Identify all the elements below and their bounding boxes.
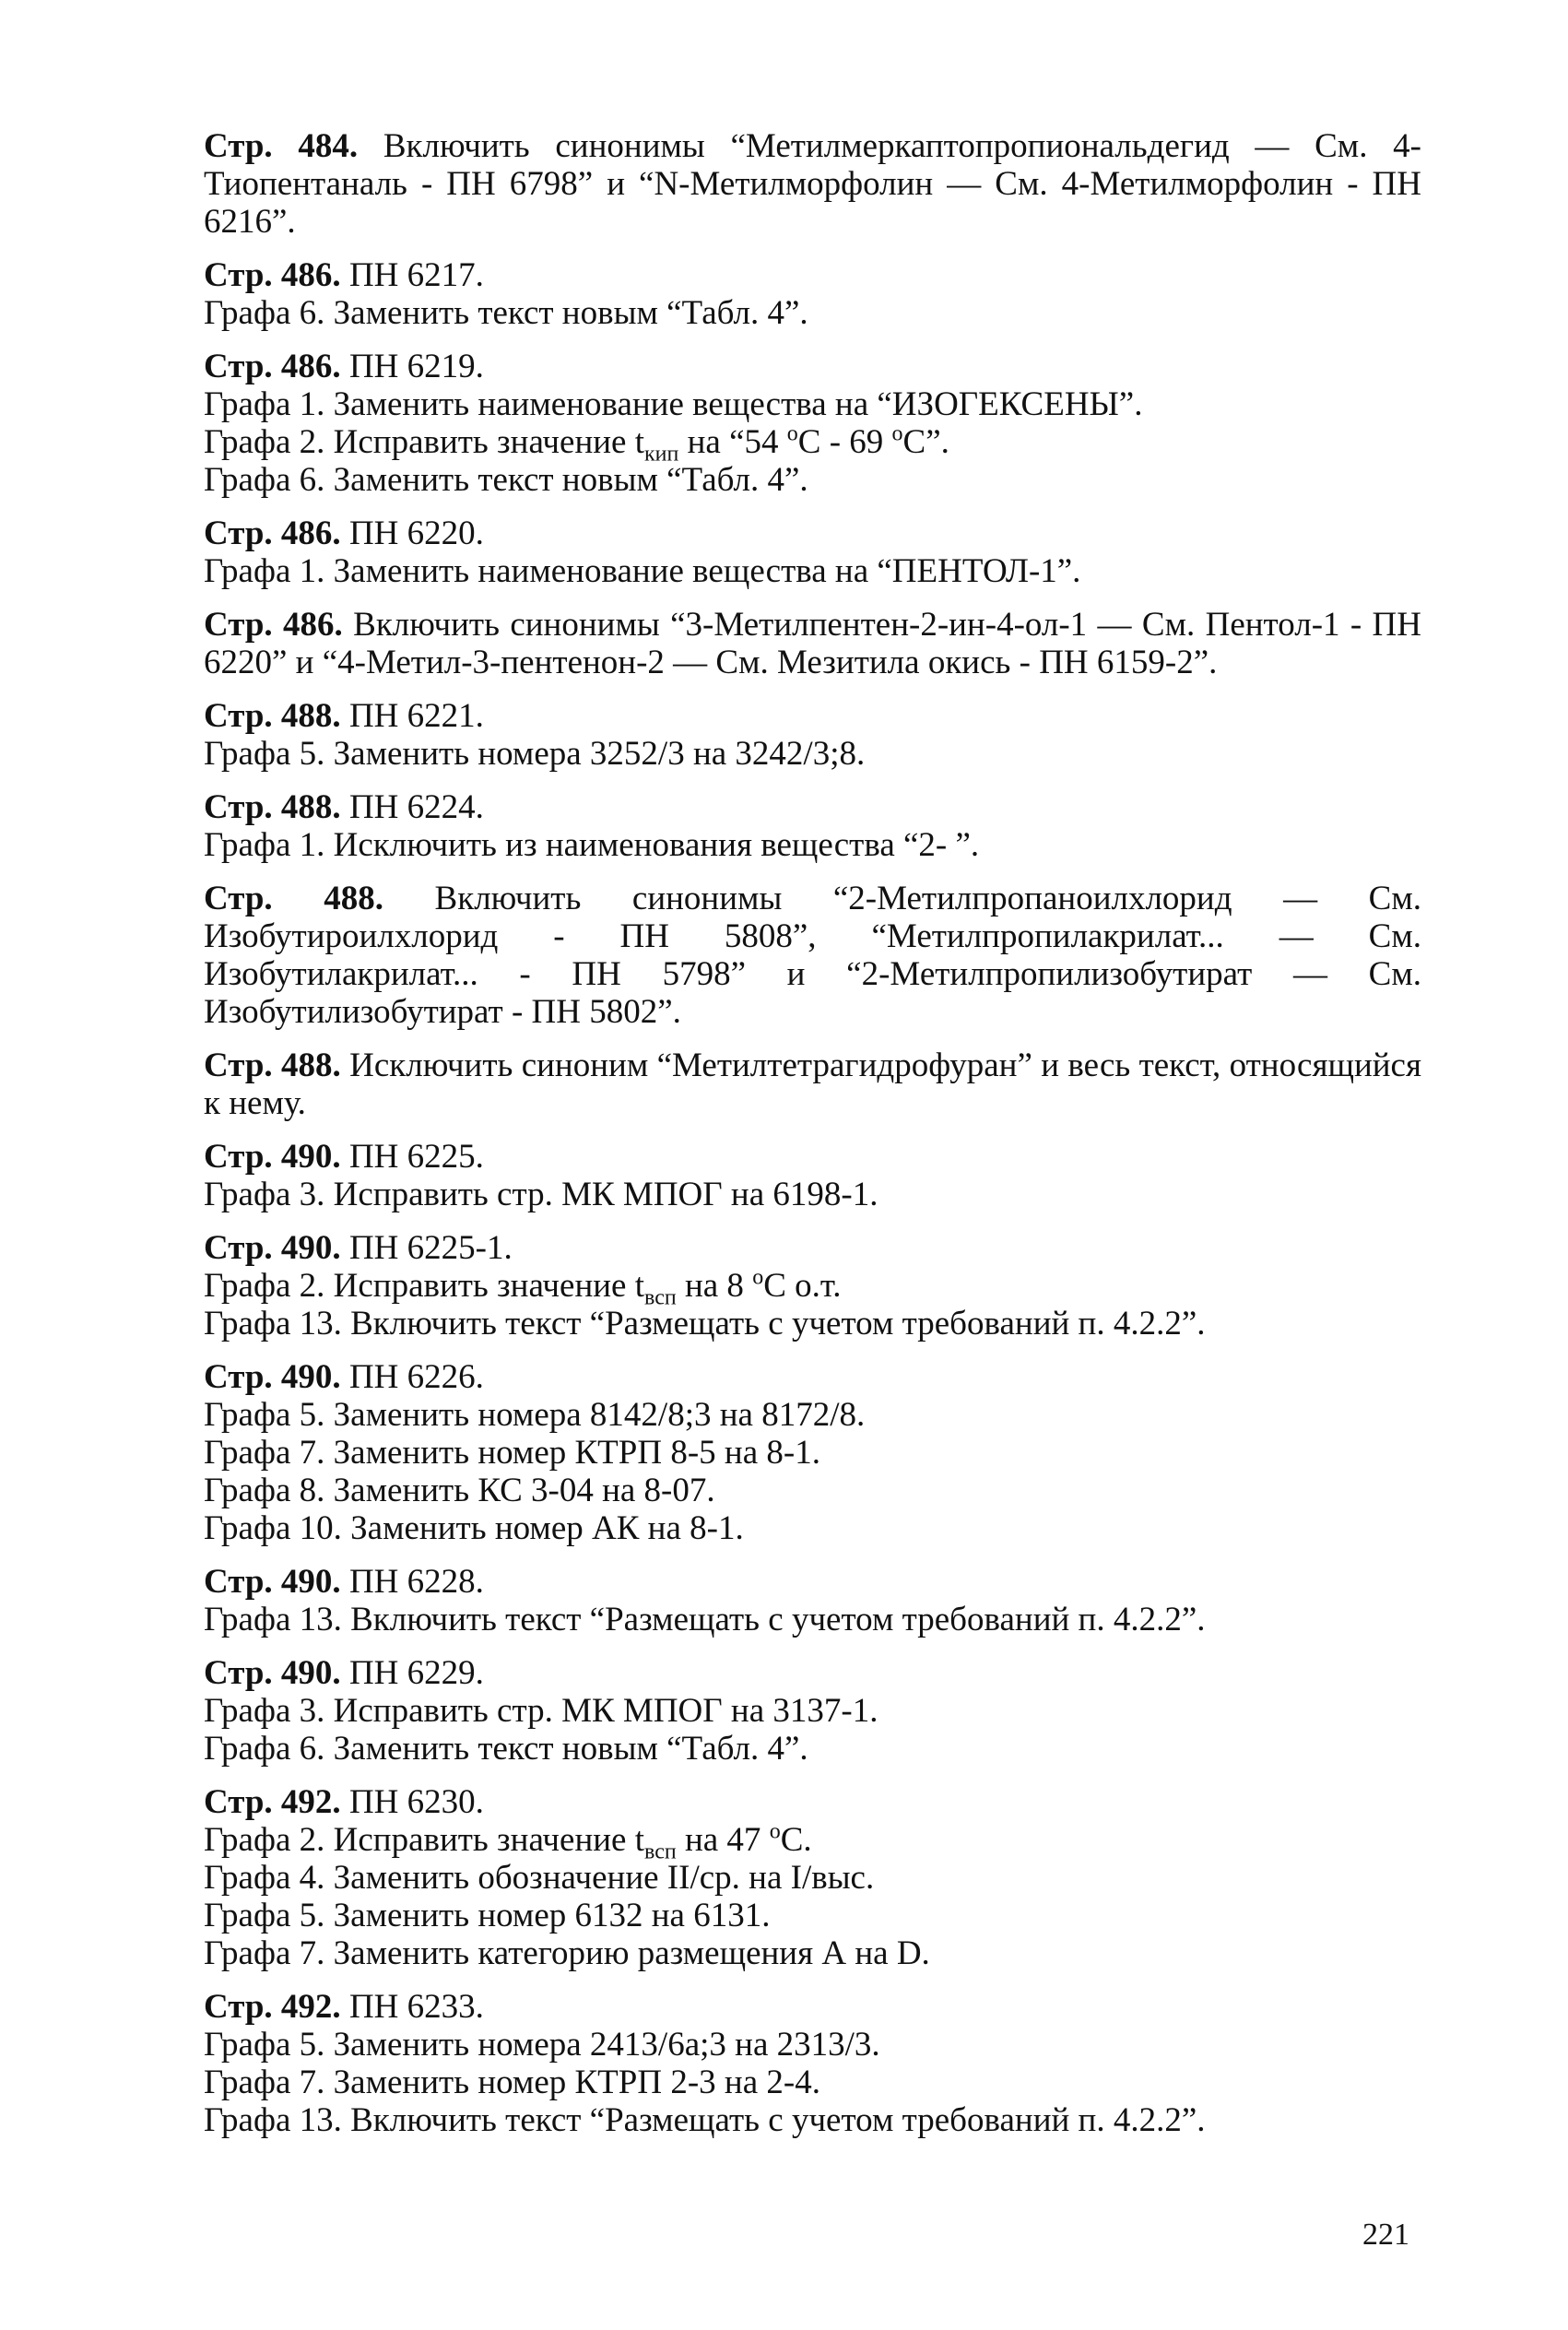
- entry-488-pn6224: [204, 788, 1421, 864]
- page-ref: Стр. 486.: [204, 348, 341, 385]
- entry-490-pn6225-1: [204, 1229, 1421, 1342]
- page-ref: Стр. 488.: [204, 880, 383, 917]
- document-body: [204, 127, 1421, 2155]
- graph-line: Графа 2. Исправить значение $t_{всп}$ на 8 $^o$С о.т.: [204, 1265, 842, 1310]
- graph-line: Графа 5. Заменить номер 6132 на 6131.: [204, 1897, 771, 1934]
- entry-486-pn6220: [204, 514, 1421, 590]
- page-ref: Стр. 490.: [204, 1138, 341, 1176]
- pn-number: ПН 6219.: [340, 348, 484, 385]
- graph-line: Графа 2. Исправить значение $t_{всп}$ на 47 $^o$С.: [204, 1819, 812, 1864]
- entry-486-pn6217: [204, 256, 1421, 332]
- page-ref: Стр. 488.: [204, 788, 341, 826]
- pn-number: ПН 6225-1.: [340, 1229, 513, 1267]
- pn-number: ПН 6220.: [340, 514, 484, 552]
- graph-line: Графа 7. Заменить категорию размещения А на D.: [204, 1934, 930, 1972]
- entry-text: Включить синонимы “3-Метилпентен-2-ин-4-ол-1 — См. Пентол-1 - ПН 6220” и “4-Метил-3-пентенон-2 — См. Мезитила окись - ПН 6159-2”.: [204, 606, 1421, 681]
- pn-number: ПН 6233.: [340, 1988, 484, 2026]
- pn-number: ПН 6228.: [340, 1563, 484, 1601]
- page-ref: Стр. 492.: [204, 1988, 341, 2026]
- entry-488-exclude: [204, 1047, 1421, 1122]
- page-ref: Стр. 486.: [204, 514, 341, 552]
- pn-number: ПН 6230.: [340, 1783, 484, 1821]
- pn-number: ПН 6221.: [340, 697, 484, 735]
- page-ref: Стр. 490.: [204, 1229, 341, 1267]
- pn-number: ПН 6229.: [340, 1654, 484, 1692]
- page-number: 221: [1362, 2218, 1409, 2252]
- entry-492-pn6230: [204, 1783, 1421, 1972]
- graph-line: Графа 5. Заменить номера 8142/8;3 на 8172/8.: [204, 1396, 866, 1434]
- pn-number: ПН 6226.: [340, 1358, 484, 1396]
- page-ref: Стр. 490.: [204, 1358, 341, 1396]
- entry-492-pn6233: [204, 1988, 1421, 2139]
- entry-text: Включить синонимы “Метилмеркаптопропиональдегид — См. 4-Тиопентаналь - ПН 6798” и “N-Метилморфолин — См. 4-Метилморфолин - ПН 6216”.: [204, 127, 1421, 241]
- graph-line: Графа 13. Включить текст “Размещать с учетом требований п. 4.2.2”.: [204, 1305, 1206, 1342]
- graph-line: Графа 7. Заменить номер КТРП 8-5 на 8-1.: [204, 1434, 820, 1472]
- entry-490-pn6228: [204, 1563, 1421, 1638]
- pn-number: ПН 6224.: [340, 788, 484, 826]
- page-ref: Стр. 490.: [204, 1654, 341, 1692]
- page-ref: Стр. 492.: [204, 1783, 341, 1821]
- graph-line: Графа 6. Заменить текст новым “Табл. 4”.: [204, 294, 808, 332]
- entry-488-pn6221: [204, 697, 1421, 773]
- graph-line: Графа 3. Исправить стр. МК МПОГ на 3137-1.: [204, 1692, 878, 1730]
- graph-line: Графа 6. Заменить текст новым “Табл. 4”.: [204, 1730, 808, 1768]
- page-ref: Стр. 488.: [204, 697, 341, 735]
- graph-line: Графа 1. Заменить наименование вещества на “ПЕНТОЛ-1”.: [204, 552, 1081, 590]
- graph-line: Графа 6. Заменить текст новым “Табл. 4”.: [204, 461, 808, 499]
- entry-486-pn6219: [204, 348, 1421, 499]
- graph-line: Графа 7. Заменить номер КТРП 2-3 на 2-4.: [204, 2064, 820, 2101]
- graph-line: Графа 3. Исправить стр. МК МПОГ на 6198-1.: [204, 1176, 878, 1213]
- entry-490-pn6225: [204, 1138, 1421, 1213]
- page-ref: Стр. 484.: [204, 127, 359, 165]
- page-ref: Стр. 488.: [204, 1047, 341, 1084]
- entry-484: [204, 127, 1421, 241]
- graph-line: Графа 4. Заменить обозначение II/ср. на I/выс.: [204, 1859, 875, 1897]
- graph-line: Графа 5. Заменить номера 3252/3 на 3242/3;8.: [204, 735, 866, 773]
- entry-490-pn6229: [204, 1654, 1421, 1768]
- pn-number: ПН 6217.: [340, 256, 484, 294]
- entry-488-synonyms: [204, 880, 1421, 1031]
- graph-line: Графа 1. Заменить наименование вещества на “ИЗОГЕКСЕНЫ”.: [204, 385, 1143, 423]
- page-ref: Стр. 486.: [204, 606, 343, 644]
- pn-number: ПН 6225.: [340, 1138, 484, 1176]
- entry-text: Включить синонимы “2-Метилпропаноилхлорид — См. Изобутироилхлорид - ПН 5808”, “Метилпропилакрилат... — См. Изобутилакрилат... - ПН 5798” и “2-Метилпропилизобутират — См. Изобутилизобутират - ПН 5802”.: [204, 880, 1421, 1031]
- graph-line: Графа 5. Заменить номера 2413/6а;3 на 2313/3.: [204, 2026, 880, 2064]
- graph-line: Графа 13. Включить текст “Размещать с учетом требований п. 4.2.2”.: [204, 1601, 1206, 1638]
- entry-486-synonyms: [204, 606, 1421, 681]
- graph-line: Графа 2. Исправить значение $t_{кип}$ на “54 $^o$С - 69 $^o$С”.: [204, 421, 949, 467]
- page-ref: Стр. 490.: [204, 1563, 341, 1601]
- graph-line: Графа 1. Исключить из наименования вещества “2- ”.: [204, 826, 980, 864]
- graph-line: Графа 10. Заменить номер АК на 8-1.: [204, 1509, 744, 1547]
- entry-490-pn6226: [204, 1358, 1421, 1547]
- graph-line: Графа 8. Заменить КС 3-04 на 8-07.: [204, 1472, 715, 1509]
- page-ref: Стр. 486.: [204, 256, 341, 294]
- entry-text: Исключить синоним “Метилтетрагидрофуран” и весь текст, относящийся к нему.: [204, 1047, 1422, 1122]
- graph-line: Графа 13. Включить текст “Размещать с учетом требований п. 4.2.2”.: [204, 2101, 1206, 2139]
